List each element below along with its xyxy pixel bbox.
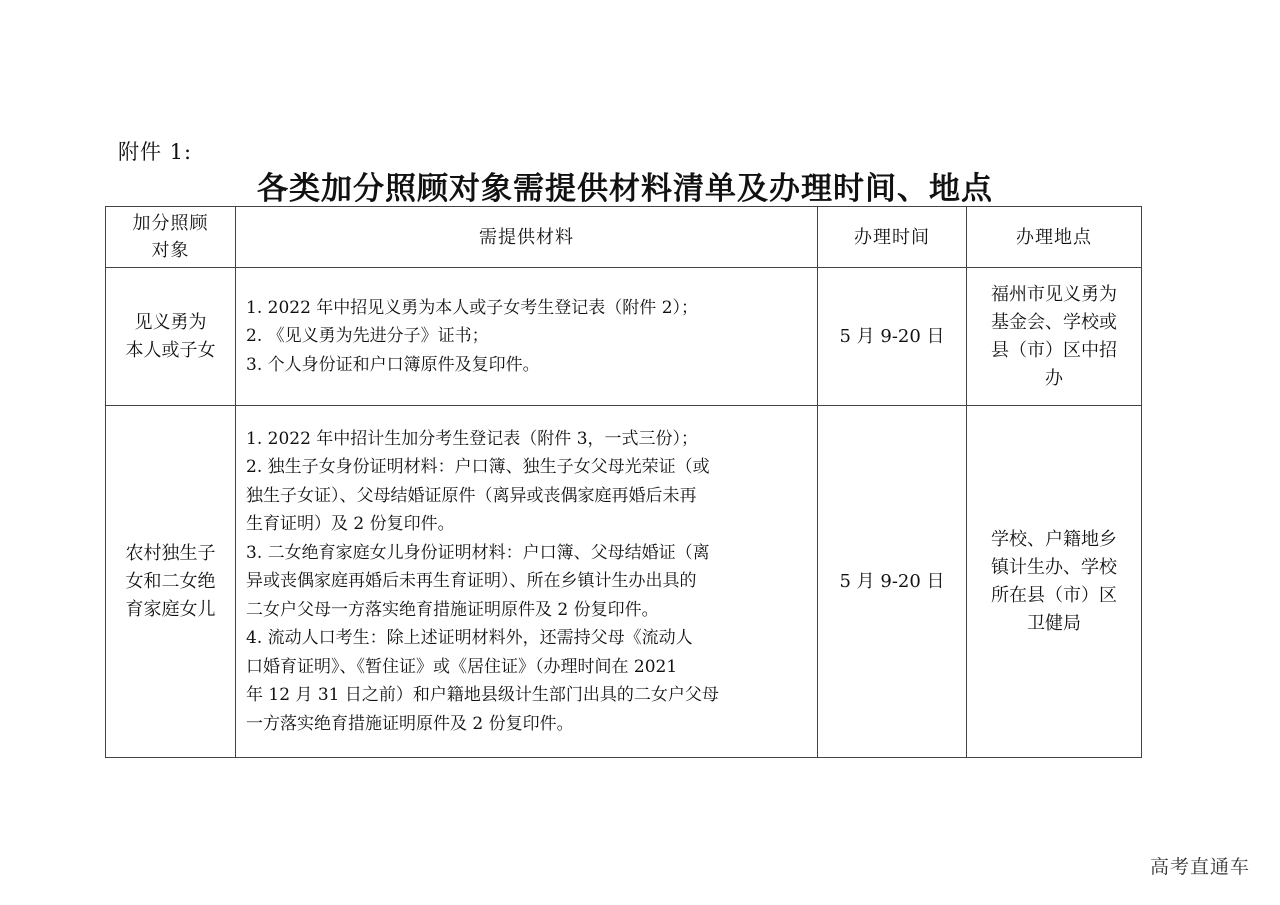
cell-place xyxy=(967,268,1142,406)
table-row xyxy=(106,268,1142,406)
material-line: 独生子女证）、父母结婚证原件（离异或丧偶家庭再婚后未再 xyxy=(246,485,697,506)
cell-place-line: 办 xyxy=(1045,367,1063,389)
material-line: 4. 流动人口考生：除上述证明材料外，还需持父母《流动人 xyxy=(246,628,693,649)
material-line: 3. 二女绝育家庭女儿身份证明材料：户口簿、父母结婚证（离 xyxy=(246,542,710,563)
cell-time: 5 月 9-20 日 xyxy=(818,406,967,758)
material-line: 1. 2022 年中招见义勇为本人或子女考生登记表（附件 2）； xyxy=(246,297,699,318)
cell-place-line: 学校、户籍地乡 xyxy=(991,528,1117,550)
header-target-line-1: 加分照顾 xyxy=(132,213,209,234)
header-materials: 需提供材料 xyxy=(236,207,818,268)
cell-target-line: 农村独生子 xyxy=(125,542,216,564)
material-line: 1. 2022 年中招计生加分考生登记表（附件 3，一式三份）； xyxy=(246,428,699,449)
cell-place-line: 福州市见义勇为 xyxy=(991,283,1117,305)
header-target-line-2: 对象 xyxy=(151,240,190,261)
material-line: 生育证明）及 2 份复印件。 xyxy=(246,514,455,535)
cell-materials xyxy=(236,268,818,406)
cell-place-line: 卫健局 xyxy=(1027,612,1081,634)
table-header-row xyxy=(106,207,1142,268)
cell-place-line: 镇计生办、学校 xyxy=(991,556,1117,578)
material-line: 口婚育证明》、《暂住证》或《居住证》（办理时间在 2021 xyxy=(246,656,678,677)
cell-target xyxy=(106,406,236,758)
cell-target-line: 本人或子女 xyxy=(125,339,216,361)
watermark: 高考直通车 xyxy=(1149,856,1250,878)
header-time: 办理时间 xyxy=(818,207,967,268)
cell-place-line: 基金会、学校或 xyxy=(991,311,1117,333)
material-line: 2. 《见义勇为先进分子》证书； xyxy=(246,326,489,347)
material-line: 3. 个人身份证和户口簿原件及复印件。 xyxy=(246,354,540,375)
cell-time: 5 月 9-20 日 xyxy=(818,268,967,406)
material-line: 年 12 月 31 日之前）和户籍地县级计生部门出具的二女户父母 xyxy=(246,685,719,706)
material-line: 异或丧偶家庭再婚后未再生育证明）、所在乡镇计生办出具的 xyxy=(246,571,697,592)
page-title: 各类加分照顾对象需提供材料清单及办理时间、地点 xyxy=(257,171,993,207)
cell-target-line: 育家庭女儿 xyxy=(125,598,216,620)
cell-place-line: 县（市）区中招 xyxy=(991,339,1117,361)
cell-target xyxy=(106,268,236,406)
cell-place xyxy=(967,406,1142,758)
material-line: 2. 独生子女身份证明材料：户口簿、独生子女父母光荣证（或 xyxy=(246,457,710,478)
header-place: 办理地点 xyxy=(967,207,1142,268)
table-row xyxy=(106,406,1142,758)
cell-materials xyxy=(236,406,818,758)
cell-target-line: 见义勇为 xyxy=(134,311,207,333)
cell-place-line: 所在县（市）区 xyxy=(991,584,1117,606)
header-target xyxy=(106,207,236,268)
material-line: 二女户父母一方落实绝育措施证明原件及 2 份复印件。 xyxy=(246,599,659,620)
material-line: 一方落实绝育措施证明原件及 2 份复印件。 xyxy=(246,713,574,734)
materials-table xyxy=(105,206,1142,758)
cell-target-line: 女和二女绝 xyxy=(125,570,216,592)
attachment-label: 附件 1: xyxy=(118,140,193,164)
